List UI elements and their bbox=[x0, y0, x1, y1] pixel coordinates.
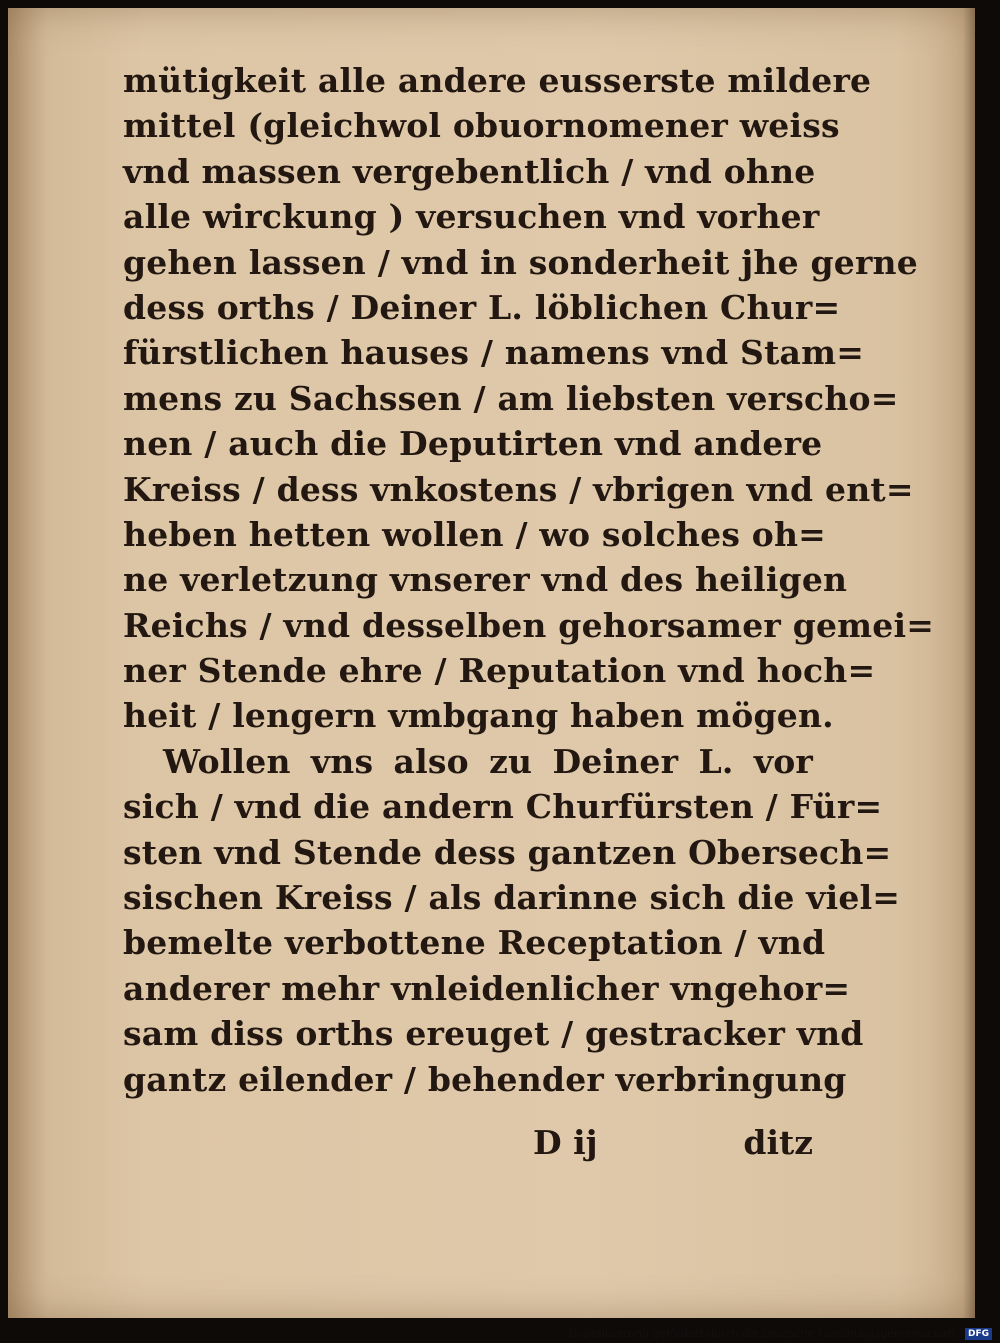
text-line-4: alle wirckung ) versuchen vnd vorher bbox=[123, 197, 820, 237]
text-line-19: sischen Kreiss / als darinne sich die viel= bbox=[123, 878, 901, 918]
text-line-12: ne verletzung vnserer vnd des heiligen bbox=[123, 560, 848, 600]
text-line-22: sam diss orths ereuget / gestracker vnd bbox=[123, 1014, 864, 1054]
text-line-2: mittel (gleichwol obuornomener weiss bbox=[123, 106, 840, 146]
catchword: ditz bbox=[743, 1123, 813, 1162]
signature-mark: D ij bbox=[533, 1123, 598, 1162]
text-line-9: nen / auch die Deputirten vnd andere bbox=[123, 424, 823, 464]
text-line-15: heit / lengern vmbgang haben mögen. bbox=[123, 696, 834, 736]
text-line-16: Wollen vns also zu Deiner L. vor bbox=[163, 741, 813, 781]
text-line-5: gehen lassen / vnd in sonderheit jhe gerne bbox=[123, 242, 918, 282]
digitization-credit bbox=[569, 1327, 992, 1340]
text-line-14: ner Stende ehre / Reputation vnd hoch= bbox=[123, 651, 876, 691]
text-line-1: mütigkeit alle andere eusserste mildere bbox=[123, 61, 872, 100]
page-text bbox=[123, 58, 935, 1102]
text-line-3: vnd massen vergebentlich / vnd ohne bbox=[123, 151, 816, 191]
text-line-21: anderer mehr vnleidenlicher vngehor= bbox=[123, 968, 851, 1008]
page-footer bbox=[123, 1123, 813, 1173]
text-line-7: fürstlichen hauses / namens vnd Stam= bbox=[123, 333, 865, 373]
dfg-logo: DFG bbox=[965, 1328, 992, 1340]
text-line-13: Reichs / vnd desselben gehorsamer gemei= bbox=[123, 605, 935, 645]
text-line-17: sich / vnd die andern Churfürsten / Für= bbox=[123, 787, 883, 827]
credit-text: Digitalisierung gefördert durch die Deutsche Forschungsgemeinschaft · bbox=[569, 1327, 962, 1340]
text-line-10: Kreiss / dess vnkostens / vbrigen vnd ent= bbox=[123, 469, 914, 509]
text-line-18: sten vnd Stende dess gantzen Obersech= bbox=[123, 832, 892, 872]
text-line-8: mens zu Sachssen / am liebsten verscho= bbox=[123, 378, 899, 418]
text-line-20: bemelte verbottene Receptation / vnd bbox=[123, 923, 826, 963]
text-line-6: dess orths / Deiner L. löblichen Chur= bbox=[123, 287, 841, 327]
text-line-23: gantz eilender / behender verbringung bbox=[123, 1059, 847, 1099]
text-line-11: heben hetten wollen / wo solches oh= bbox=[123, 514, 827, 554]
book-page bbox=[8, 8, 975, 1318]
